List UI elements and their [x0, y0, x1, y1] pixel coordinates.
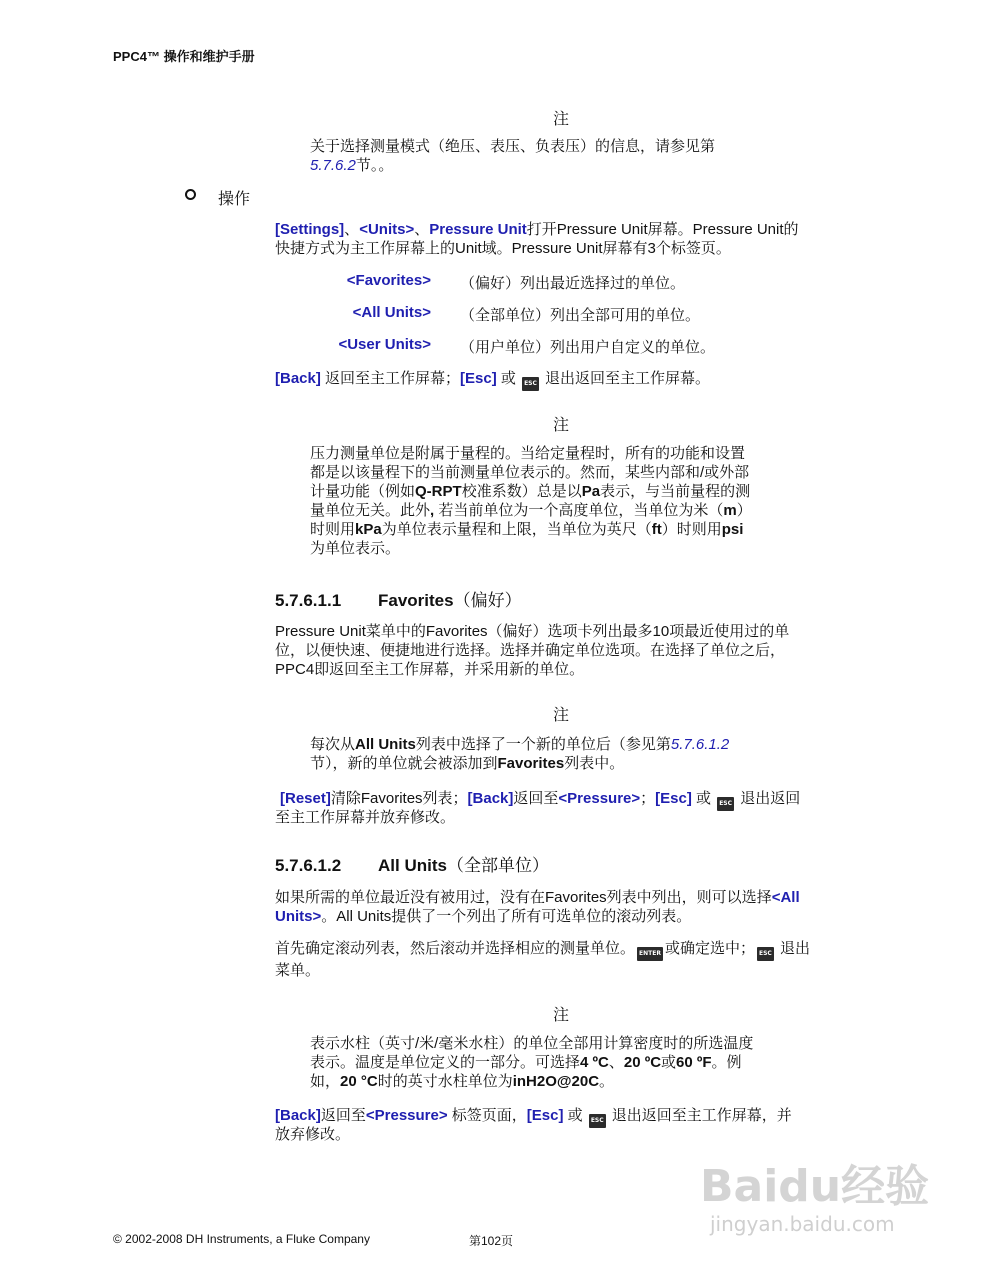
- or-text: 或: [496, 370, 521, 387]
- note-bold: inH2O@20C: [512, 1073, 600, 1090]
- note-bold: m: [723, 502, 737, 519]
- all-units-actions: [275, 1106, 792, 1128]
- paragraph-line: 位，以便快速、便捷地进行选择。选择并确定单位选项。在选择了单位之后，: [275, 642, 786, 659]
- note-bold: Favorites: [497, 755, 565, 772]
- note-label: 注: [552, 707, 569, 724]
- bullet-circle-icon: [185, 189, 196, 200]
- note-bold: 4 ºC: [580, 1054, 609, 1071]
- operation-text: 快捷方式为主工作屏幕上的Unit域。Pressure Unit屏幕有3个标签页。: [275, 240, 731, 257]
- note-line: 。例: [711, 1054, 742, 1071]
- section-title-zh: （全部单位）: [446, 856, 549, 875]
- section-number: 5.7.6.1.1: [275, 591, 342, 610]
- esc-key[interactable]: [Esc]: [526, 1107, 564, 1124]
- note-line: 列表中选择了一个新的单位后（参见第: [415, 736, 671, 753]
- esc-icon[interactable]: ESC: [589, 1114, 606, 1128]
- note-line: 关于选择测量模式（绝压、表压、负表压）的信息，请参见第: [310, 138, 716, 155]
- all-units-key[interactable]: Units>: [275, 908, 322, 925]
- note-text: [310, 1034, 753, 1091]
- tab-description: （全部单位）列出全部可用的单位。: [460, 307, 701, 324]
- watermark-text: Baidu经验: [700, 1161, 930, 1212]
- back-text: 标签页面，: [447, 1107, 527, 1124]
- note-line: 如，: [310, 1073, 341, 1090]
- note-text: [310, 137, 715, 175]
- note-line: 都是以该量程下的当前测量单位表示的。然而，某些内部和/或外部: [310, 464, 750, 481]
- section-title-zh: （偏好）: [453, 591, 522, 610]
- note-line: ）: [736, 502, 752, 519]
- paragraph-line: Pressure Unit菜单中的Favorites（偏好）选项卡列出最多10项最近使用过的单: [275, 623, 790, 640]
- esc-icon[interactable]: ESC: [717, 797, 734, 811]
- note-line: 。: [599, 1073, 615, 1090]
- back-key[interactable]: [Back]: [275, 1107, 321, 1124]
- units-key[interactable]: <Units>: [359, 221, 415, 238]
- note-line: 表示。温度是单位定义的一部分。可选择: [310, 1054, 581, 1071]
- or-text: 或: [563, 1107, 587, 1124]
- note-bold: All Units: [355, 736, 416, 753]
- section-number: 5.7.6.1.2: [275, 856, 342, 875]
- paragraph-line: 菜单。: [275, 962, 321, 979]
- note-line: 校准系数）总是以: [461, 483, 582, 500]
- pressure-tab-key[interactable]: <Pressure>: [558, 790, 641, 807]
- tab-favorites[interactable]: <Favorites>: [346, 272, 431, 289]
- separator: ；: [640, 790, 656, 807]
- section-link[interactable]: 5.7.6.2: [310, 157, 356, 174]
- operation-text: 打开Pressure Unit屏幕。Pressure Unit的: [526, 221, 799, 238]
- back-key[interactable]: [Back]: [467, 790, 514, 807]
- back-text: 返回至: [513, 790, 559, 807]
- tab-description: （用户单位）列出用户自定义的单位。: [460, 339, 716, 356]
- note-bold: 20 ºC: [623, 1054, 662, 1071]
- or-text: 或: [691, 790, 716, 807]
- reset-key[interactable]: [Reset]: [280, 790, 331, 807]
- back-text: 返回至主工作屏幕；: [320, 370, 461, 387]
- tab-user-units[interactable]: <User Units>: [338, 336, 431, 353]
- esc-key[interactable]: [Esc]: [460, 370, 497, 387]
- footer-copyright: © 2002-2008 DH Instruments, a Fluke Company: [113, 1232, 370, 1246]
- paragraph-line: 首先确定滚动列表，然后滚动并选择相应的测量单位。: [275, 940, 636, 957]
- note-line: 时的英寸水柱单位为: [377, 1073, 513, 1090]
- esc-icon[interactable]: ESC: [522, 377, 539, 391]
- all-units-instructions: [275, 939, 810, 980]
- paragraph-line: PPC4即返回至主工作屏幕，并采用新的单位。: [275, 661, 585, 678]
- note-bold: Pa: [581, 483, 601, 500]
- note-line: 每次从: [310, 736, 356, 753]
- back-key[interactable]: [Back]: [275, 370, 321, 387]
- note-bold: Q-RPT: [415, 483, 462, 500]
- all-units-key[interactable]: <All: [771, 889, 800, 906]
- pressure-tab-key[interactable]: <Pressure>: [365, 1107, 448, 1124]
- note-bold: ft: [651, 521, 662, 538]
- esc-icon[interactable]: ESC: [757, 947, 774, 961]
- separator: 、: [344, 221, 360, 238]
- note-line: 为单位表示量程和上限，当单位为英尺（: [381, 521, 652, 538]
- note-bold: kPa: [355, 521, 382, 538]
- operation-heading: 操作: [218, 191, 251, 208]
- note-bold: ,: [430, 502, 435, 519]
- note-line: 表示，与当前量程的测: [600, 483, 751, 500]
- favorites-actions-line2: 至主工作屏幕并放弃修改。: [275, 809, 456, 826]
- note-bold: psi: [721, 521, 744, 538]
- note-line: 节），新的单位就会被添加到: [310, 755, 498, 772]
- note-label: 注: [552, 111, 569, 128]
- note-line: 或: [661, 1054, 677, 1071]
- watermark-url: jingyan.baidu.com: [710, 1212, 895, 1236]
- page-header-title: PPC4™ 操作和维护手册: [113, 49, 255, 64]
- note-line: 计量功能（例如: [310, 483, 416, 500]
- operation-paragraph: [275, 220, 799, 258]
- separator: 、: [414, 221, 430, 238]
- esc-text: 退出返回至主工作屏幕，并: [607, 1107, 792, 1124]
- esc-text: 退出返回至主工作屏幕。: [540, 370, 711, 387]
- section-link[interactable]: 5.7.6.1.2: [670, 736, 730, 753]
- pressure-unit-key[interactable]: Pressure Unit: [429, 221, 527, 238]
- note-line: 为单位表示。: [310, 540, 401, 557]
- note-line: 、: [608, 1054, 624, 1071]
- paragraph-line: 或确定选中；: [664, 940, 755, 957]
- tab-description: （偏好）列出最近选择过的单位。: [460, 275, 686, 292]
- esc-text: 退出返回: [736, 790, 801, 807]
- page-number: 第102页: [469, 1234, 514, 1248]
- paragraph-line: 退出: [775, 940, 810, 957]
- baidu-watermark: [700, 1150, 940, 1250]
- esc-key[interactable]: [Esc]: [655, 790, 692, 807]
- note-tail: 节。。: [355, 157, 394, 174]
- all-units-actions-line2: 放弃修改。: [275, 1126, 351, 1143]
- section-heading-favorites: [275, 586, 522, 611]
- tab-all-units[interactable]: <All Units>: [352, 304, 431, 321]
- note-label: 注: [552, 417, 569, 434]
- paragraph-line: 。All Units提供了一个列出了所有可选单位的滚动列表。: [321, 908, 692, 925]
- section-title: All Units: [378, 856, 447, 875]
- note-label: 注: [552, 1007, 569, 1024]
- enter-icon[interactable]: ENTER: [637, 947, 663, 961]
- note-line: 列表中。: [564, 755, 625, 772]
- note-text: [310, 444, 752, 558]
- note-bold: 60 ºF: [676, 1054, 712, 1071]
- settings-key[interactable]: [Settings]: [275, 221, 345, 238]
- note-line: 压力测量单位是附属于量程的。当给定量程时，所有的功能和设置: [310, 445, 746, 462]
- note-line: 时则用: [310, 521, 356, 538]
- note-line: 若当前单位为一个高度单位，当单位为米（: [434, 502, 724, 519]
- note-text: [310, 735, 729, 773]
- all-units-paragraph: [275, 888, 800, 926]
- note-bold: 20 °C: [340, 1073, 378, 1090]
- note-line: 量单位无关。此外: [310, 502, 431, 519]
- back-text: 返回至: [320, 1107, 366, 1124]
- operation-back-line: [275, 369, 710, 391]
- paragraph-line: 如果所需的单位最近没有被用过，没有在Favorites列表中列出，则可以选择: [275, 889, 772, 906]
- reset-text: 清除Favorites列表；: [330, 790, 468, 807]
- favorites-paragraph: [275, 622, 789, 679]
- section-title: Favorites: [378, 591, 454, 610]
- note-line: 表示水柱（英寸/米/毫米水柱）的单位全部用计算密度时的所选温度: [310, 1035, 754, 1052]
- note-line: ）时则用: [661, 521, 722, 538]
- section-heading-all-units: [275, 851, 549, 876]
